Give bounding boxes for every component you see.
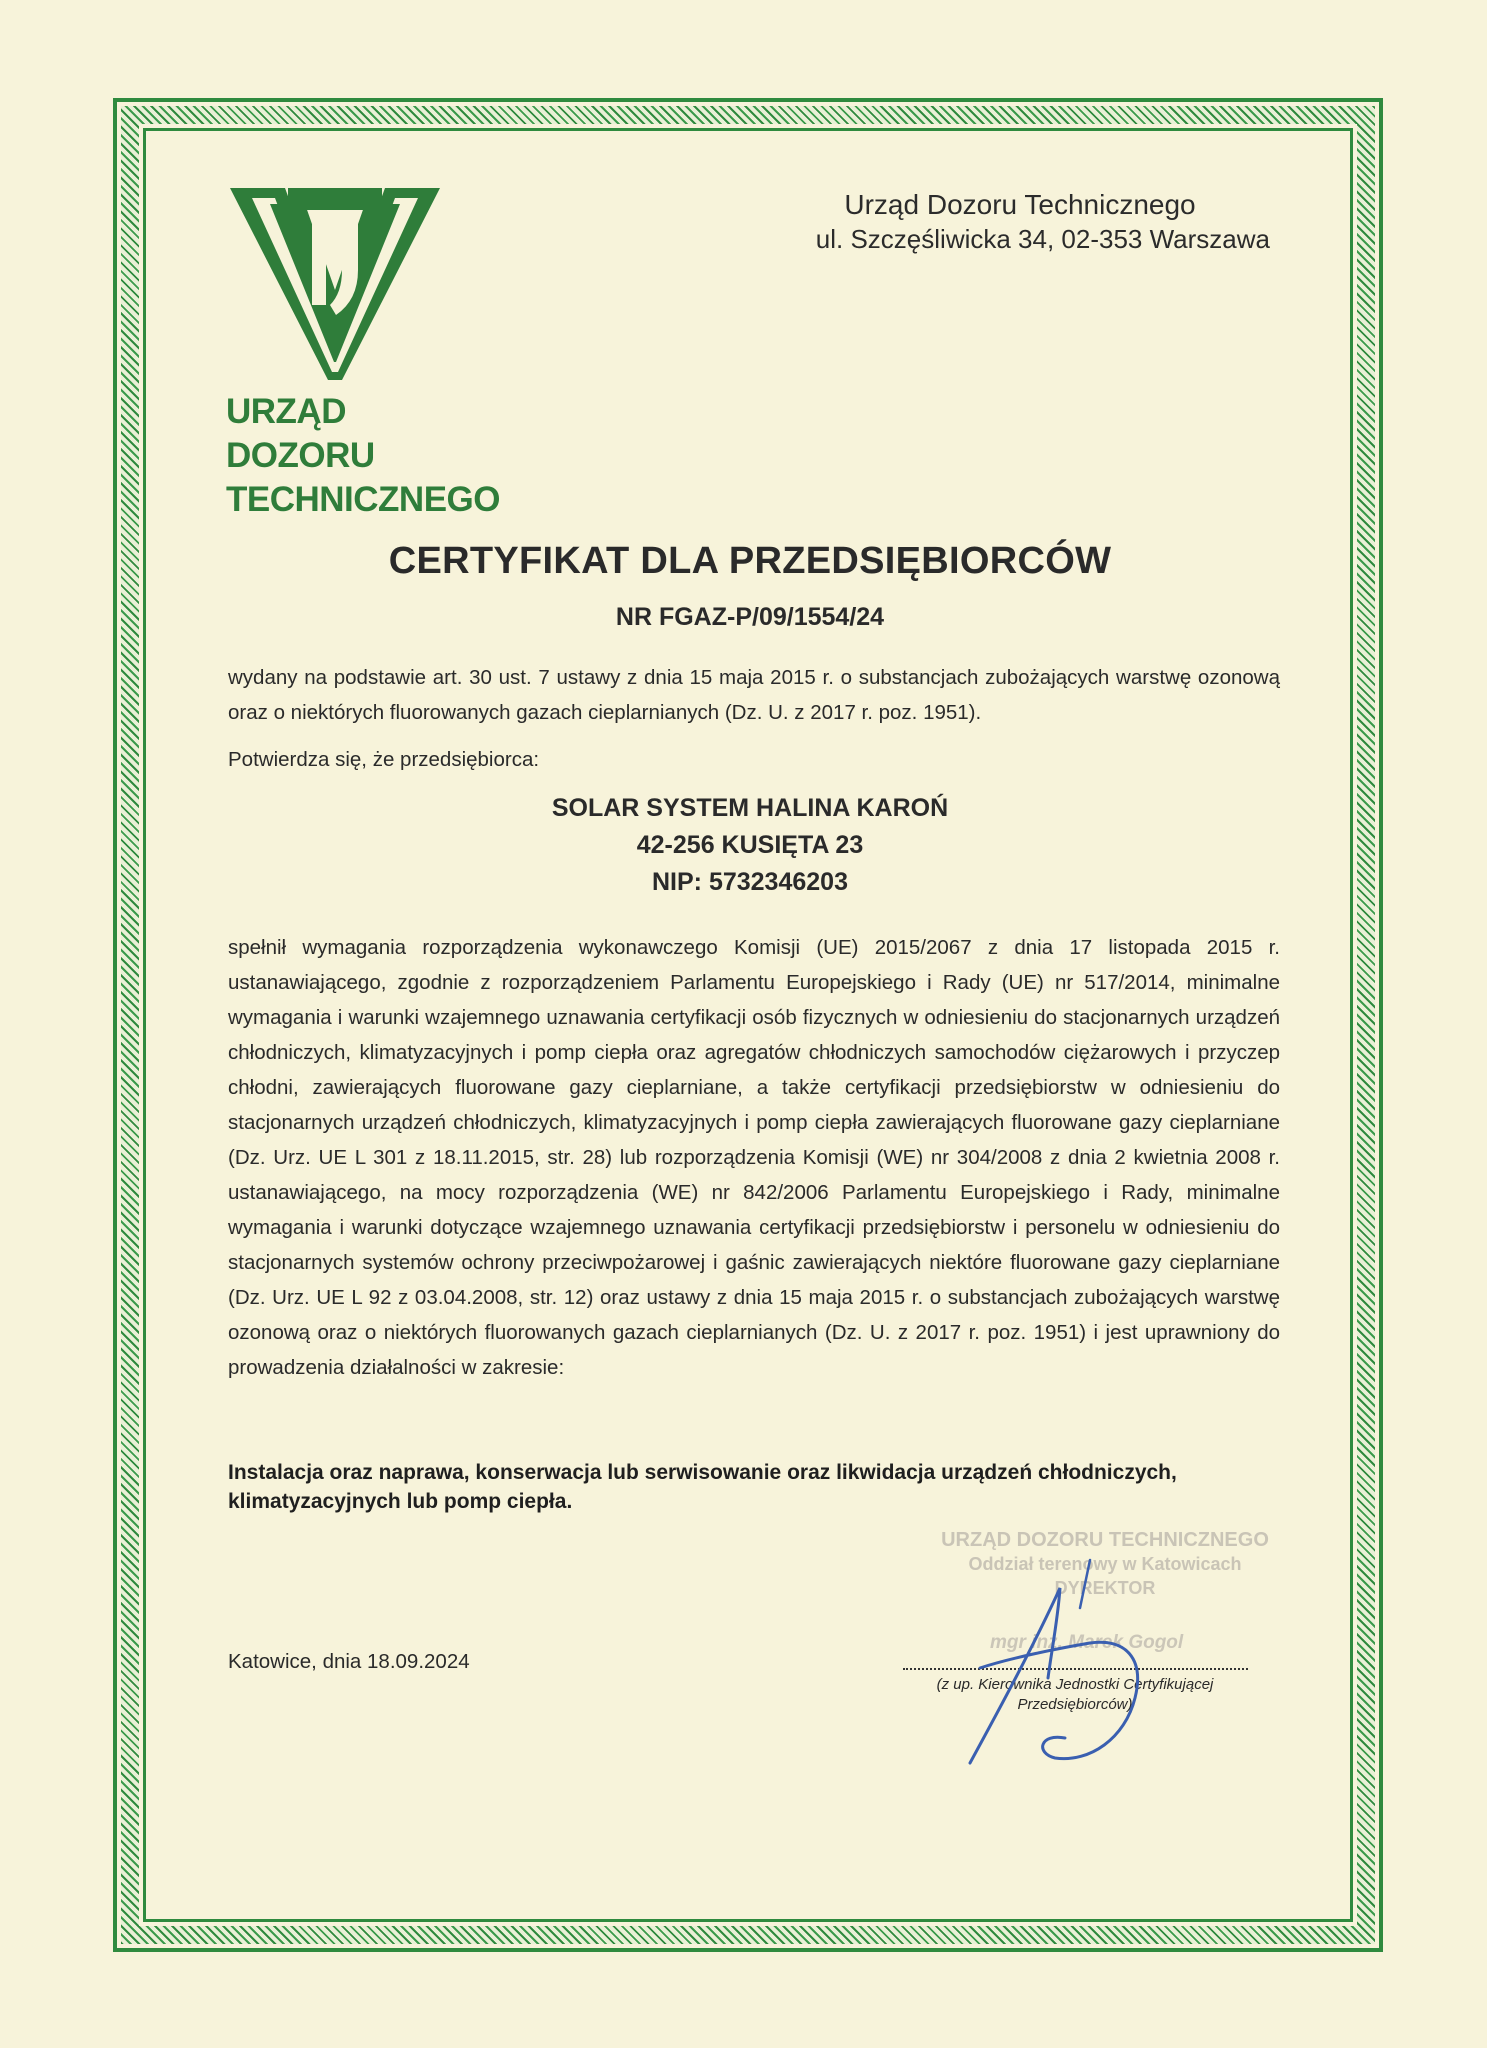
stamp-line-1: URZĄD DOZORU TECHNICZNEGO <box>941 1529 1269 1551</box>
place-date: Katowice, dnia 18.09.2024 <box>228 1650 470 1673</box>
certificate-number: NR FGAZ-P/09/1554/24 <box>615 603 885 631</box>
logo-line-1: URZĄD DOZORU <box>226 392 375 475</box>
issuer-address: ul. Szczęśliwicka 34, 02-353 Warszawa <box>815 224 1270 254</box>
company-nip: NIP: 5732346203 <box>652 868 848 896</box>
stamp-line-3: DYREKTOR <box>1054 1578 1156 1598</box>
handwritten-signature-icon <box>940 1548 1170 1788</box>
signature-caption-line-2: Przedsiębiorców) <box>1017 1696 1133 1713</box>
scope-text: Instalacja oraz naprawa, konserwacja lub serwisowanie oraz likwidacja urządzeń chłodniczych, klimatyzacyjnych lub pomp ciepła. <box>228 1461 1177 1513</box>
certificate-title: CERTYFIKAT DLA PRZEDSIĘBIORCÓW <box>388 540 1112 582</box>
issuer-name: Urząd Dozoru Technicznego <box>844 189 1196 220</box>
logo-wordmark <box>226 390 500 522</box>
logo-line-2: TECHNICZNEGO <box>226 480 500 519</box>
legal-basis-text: wydany na podstawie art. 30 ust. 7 ustawy z dnia 15 maja 2015 r. o substancjach zubożających warstwę ozonową oraz o niektórych fluorowanych gazach cieplarnianych (Dz. U. z 2017 r. poz. 1951). <box>228 666 1280 724</box>
requirements-text: spełnił wymagania rozporządzenia wykonawczego Komisji (UE) 2015/2067 z dnia 17 listopada 2015 r. ustanawiającego, zgodnie z rozporządzeniem Parlamentu Europejskiego i Rady (UE) nr 517/2014, minimalne wymagania i warunki wzajemnego uznawania certyfikacji osób fizycznych w odniesieniu do stacjonarnych urządzeń chłodniczych, klimatyzacyjnych i pomp ciepła oraz agregatów chłodniczych samochodów ciężarowych i przyczep chłodni, zawierających fluorowane gazy cieplarniane, a także certyfikacji przedsiębiorstw w odniesieniu do stacjonarnych urządzeń chłodniczych, klimatyzacyjnych i pomp ciepła zawierających fluorowane gazy cieplarniane (Dz. Urz. UE L 301 z 18.11.2015, str. 28) lub rozporządzenia Komisji (WE) nr 304/2008 z dnia 2 kwietnia 2008 r. ustanawiającego, na mocy rozporządzenia (WE) nr 842/2006 Parlamentu Europejskiego i Rady, minimalne wymagania i warunki dotyczące wzajemnego uznawania certyfikacji przedsiębiorstw i personelu w odniesieniu do stacjonarnych systemów ochrony przeciwpożarowej i gaśnic zawierających niektóre fluorowane gazy cieplarniane (Dz. Urz. UE L 92 z 03.04.2008, str. 12) oraz ustawy z dnia 15 maja 2015 r. o substancjach zubożających warstwę ozonową oraz o niektórych fluorowanych gazach cieplarnianych (Dz. U. z 2017 r. poz. 1951) i jest uprawniony do prowadzenia działalności w zakresie: <box>228 936 1280 1379</box>
confirmation-text: Potwierdza się, że przedsiębiorca: <box>228 748 540 771</box>
stamp-line-2: Oddział terenowy w Katowicach <box>968 1554 1242 1574</box>
issuer-header <box>700 188 1270 256</box>
company-name: SOLAR SYSTEM HALINA KAROŃ <box>551 794 949 822</box>
udt-logo-icon <box>230 180 440 380</box>
company-block <box>150 790 1350 901</box>
signature-caption-line-1: (z up. Kierownika Jednostki Certyfikującej <box>936 1676 1214 1693</box>
stamp-signatory: mgr inż. Marek Gogol <box>990 1632 1184 1653</box>
company-address: 42-256 KUSIĘTA 23 <box>636 831 864 859</box>
